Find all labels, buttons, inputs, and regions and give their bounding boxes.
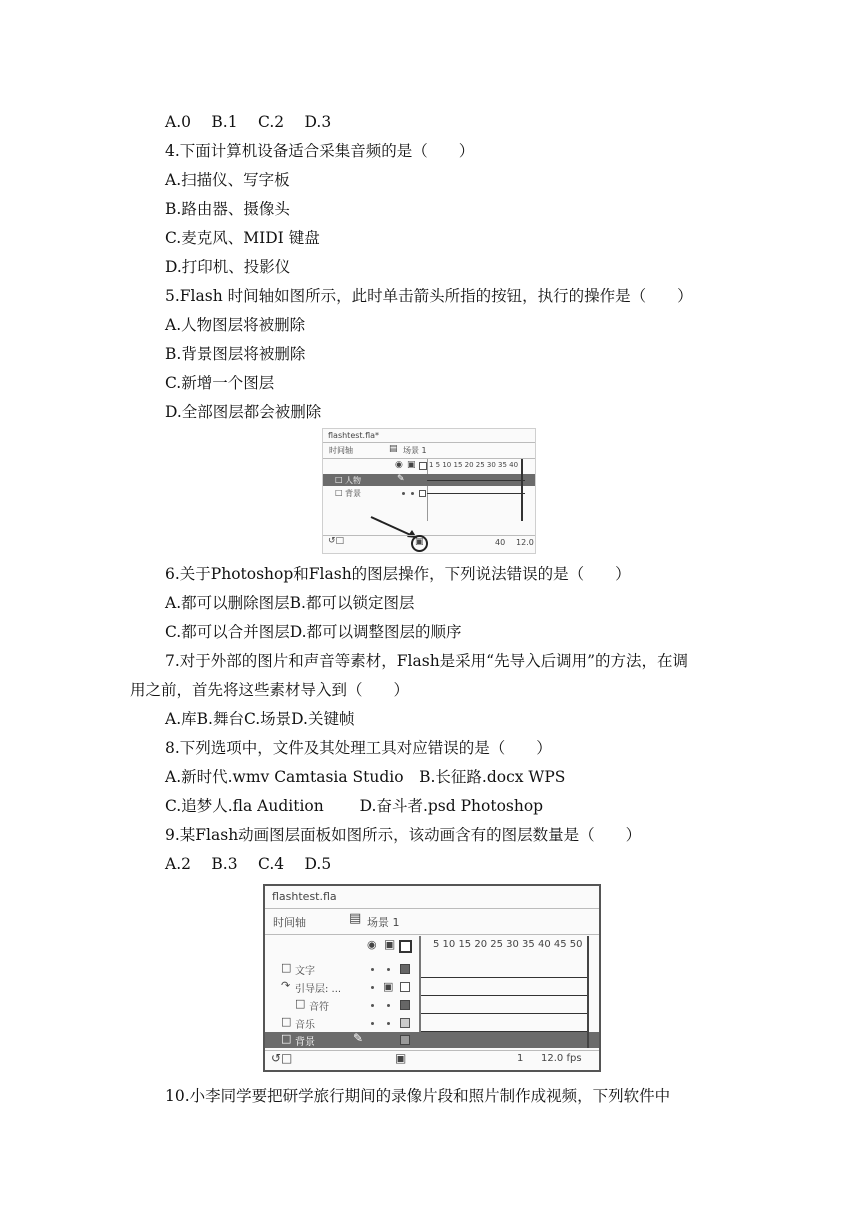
scene-icon: ▤	[349, 911, 362, 926]
layer-icon: □	[335, 488, 343, 497]
outline-icon	[419, 462, 427, 470]
figure1-scene: 场景 1	[403, 446, 427, 455]
scene-icon: ▤	[389, 444, 398, 454]
layer-row-yinfu	[265, 996, 599, 1014]
question-6: 6.关于Photoshop和Flash的图层操作，下列说法错误的是（ ）	[165, 565, 631, 583]
option-4a: A.扫描仪、写字板	[165, 171, 290, 189]
question-8: 8.下列选项中，文件及其处理工具对应错误的是（ ）	[165, 739, 552, 757]
layer-row-yinyue	[265, 1014, 599, 1032]
layer-row-beijing	[265, 1032, 599, 1048]
layer-name-wenzi: 文字	[295, 966, 315, 977]
layer-name-beijing: 背景	[295, 1037, 315, 1048]
eye-icon: ◉	[367, 938, 377, 951]
layer-name-beijing: 背景	[345, 489, 361, 498]
option-5b: B.背景图层将被删除	[165, 345, 306, 363]
eye-icon: ◉	[395, 460, 403, 470]
layer-name-yinyue: 音乐	[295, 1020, 315, 1031]
lock-icon: ▣	[383, 980, 394, 993]
layer-icon: □	[295, 997, 306, 1010]
option-6ab: A.都可以删除图层B.都可以锁定图层	[165, 594, 415, 612]
lock-icon: ▣	[384, 937, 396, 951]
figure1-fps: 12.0	[516, 538, 534, 547]
layer-icon: □	[281, 1015, 292, 1028]
trash-icon: ▣	[395, 1051, 407, 1065]
layer-name-yinfu: 音符	[309, 1002, 329, 1013]
layer-icon: □	[281, 961, 292, 974]
option-6cd: C.都可以合并图层D.都可以调整图层的顺序	[165, 623, 462, 641]
figure-flash-timeline-1	[322, 428, 536, 554]
question-5: 5.Flash 时间轴如图所示，此时单击箭头所指的按钮，执行的操作是（ ）	[165, 287, 693, 305]
guide-layer-icon: ↷	[281, 979, 291, 992]
option-4b: B.路由器、摄像头	[165, 200, 290, 218]
question-10: 10.小李同学要把研学旅行期间的录像片段和照片制作成视频，下列软件中	[165, 1087, 671, 1105]
figure2-timeline-tab: 时间轴	[273, 916, 306, 929]
layer-icon: □	[335, 475, 343, 484]
figure2-scene: 场景 1	[367, 916, 400, 929]
pencil-icon: ✎	[353, 1031, 364, 1045]
option-8cd: C.追梦人.fla Audition D.奋斗者.psd Photoshop	[165, 797, 544, 815]
outline-icon	[399, 940, 412, 953]
question-4: 4.下面计算机设备适合采集音频的是（ ）	[165, 142, 475, 160]
add-layer-icon: ↺□	[328, 536, 345, 546]
layer-name-renwu: 人物	[345, 476, 361, 485]
figure1-frame-ruler: 1 5 10 15 20 25 30 35 40	[429, 461, 519, 469]
option-5a: A.人物图层将被删除	[165, 316, 306, 334]
option-5c: C.新增一个图层	[165, 374, 275, 392]
lock-icon: ▣	[407, 460, 416, 470]
figure2-frame: 1	[517, 1053, 524, 1064]
option-8ab: A.新时代.wmv Camtasia Studio B.长征路.docx WPS	[165, 768, 566, 786]
option-7: A.库B.舞台C.场景D.关键帧	[165, 710, 355, 728]
option-5d: D.全部图层都会被删除	[165, 403, 322, 421]
trash-icon: ▣	[415, 537, 424, 547]
option-4d: D.打印机、投影仪	[165, 258, 291, 276]
question-7-line1: 7.对于外部的图片和声音等素材，Flash是采用“先导入后调用”的方法，在调	[165, 652, 689, 670]
figure-flash-timeline-2	[263, 884, 601, 1072]
layer-icon: □	[281, 1032, 292, 1045]
figure1-timeline-tab: 时间轴	[329, 446, 353, 455]
layer-row-yindaoceng	[265, 978, 599, 996]
layer-row-wenzi	[265, 960, 599, 978]
figure2-fps: 12.0 fps	[541, 1053, 582, 1064]
answer-options-q3: A.0 B.1 C.2 D.3	[165, 113, 332, 131]
figure2-frame-ruler: 5 10 15 20 25 30 35 40 45 50	[433, 939, 583, 950]
question-9: 9.某Flash动画图层面板如图所示，该动画含有的图层数量是（ ）	[165, 826, 642, 844]
figure1-frame: 40	[495, 538, 506, 547]
layer-name-yindaoceng: 引导层: ...	[295, 984, 342, 995]
add-layer-icon: ↺□	[271, 1051, 293, 1065]
figure2-filename: flashtest.fla	[272, 890, 337, 903]
option-4c: C.麦克风、MIDI 键盘	[165, 229, 320, 247]
option-9: A.2 B.3 C.4 D.5	[165, 855, 332, 873]
pencil-icon: ✎	[397, 474, 405, 484]
figure1-filename: flashtest.fla*	[328, 431, 380, 440]
question-7-line2: 用之前，首先将这些素材导入到（ ）	[130, 681, 410, 699]
